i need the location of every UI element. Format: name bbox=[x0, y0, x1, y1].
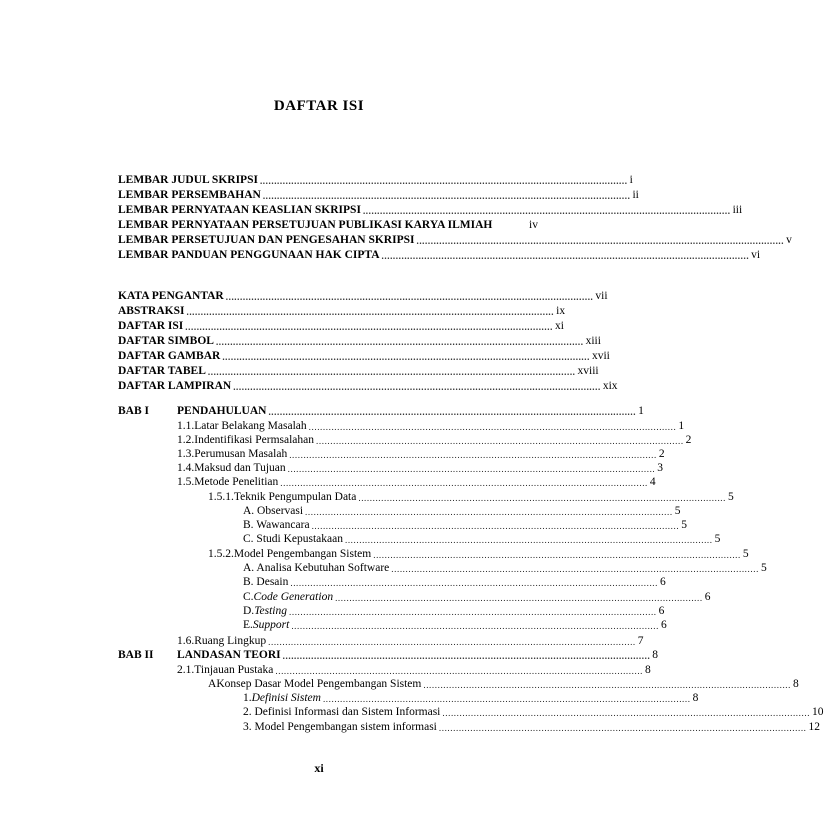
toc-entry-label: LEMBAR PERNYATAAN KEASLIAN SKRIPSI bbox=[118, 204, 361, 216]
chapter-title: LANDASAN TEORI bbox=[177, 649, 281, 661]
toc-entry-label: Teknik Pengumpulan Data bbox=[233, 491, 357, 503]
toc-entry bbox=[243, 561, 767, 575]
section-number: A bbox=[208, 678, 217, 690]
toc-entry bbox=[208, 547, 749, 561]
toc-entry bbox=[118, 319, 564, 333]
toc-entry-page: xvii bbox=[591, 350, 610, 362]
toc-entry-label: 3. Model Pengembangan sistem informasi bbox=[243, 721, 437, 733]
toc-entry bbox=[177, 663, 651, 677]
toc-entry bbox=[177, 634, 644, 648]
toc-entry-label: DAFTAR TABEL bbox=[118, 365, 206, 377]
toc-leader: ................................................................................................................................. bbox=[423, 680, 792, 690]
toc-entry-page: vi bbox=[751, 249, 761, 261]
toc-entry-page: 8 bbox=[645, 664, 651, 676]
toc-leader: ................................................................................................................................. bbox=[316, 436, 684, 446]
toc-entry-page: 3 bbox=[657, 462, 664, 474]
toc-entry bbox=[118, 334, 601, 348]
toc-entry-label: Maksud dan Tujuan bbox=[194, 462, 286, 474]
toc-entry-prefix: E. bbox=[243, 619, 253, 631]
toc-entry-page: 7 bbox=[637, 635, 644, 647]
toc-entry-label: KATA PENGANTAR bbox=[118, 290, 224, 302]
toc-entry-page: 6 bbox=[660, 576, 666, 588]
toc-entry-page: 5 bbox=[674, 505, 681, 517]
toc-leader: ................................................................................................................................. bbox=[222, 352, 590, 362]
toc-entry-page: ix bbox=[556, 305, 566, 317]
toc-leader: ................................................................................................................................. bbox=[215, 337, 584, 347]
toc-entry bbox=[118, 203, 743, 217]
toc-entry-page: 6 bbox=[704, 591, 711, 603]
section-number: 1.5. bbox=[177, 476, 195, 488]
section-number: 1.5.2. bbox=[208, 548, 234, 560]
toc-entry-page: iv bbox=[529, 219, 538, 231]
toc-entry-page: xiii bbox=[585, 335, 601, 347]
section-number: 2.1. bbox=[177, 664, 195, 676]
toc-entry bbox=[118, 379, 618, 393]
toc-entry bbox=[177, 461, 664, 475]
toc-entry-label: LEMBAR JUDUL SKRIPSI bbox=[118, 174, 258, 186]
toc-entry-label: ABSTRAKSI bbox=[118, 305, 185, 317]
toc-leader: ................................................................................................................................. bbox=[305, 507, 673, 517]
toc-leader: ................................................................................................................................. bbox=[207, 367, 576, 377]
chapter-title-row bbox=[177, 404, 644, 418]
toc-entry-page: 1 bbox=[678, 420, 685, 432]
toc-entry-label: LEMBAR PANDUAN PENGGUNAAN HAK CIPTA bbox=[118, 249, 380, 261]
toc-entry-page: 2 bbox=[658, 448, 665, 460]
section-number: 1.4. bbox=[177, 462, 195, 474]
section-number: 1.6. bbox=[177, 635, 195, 647]
toc-entry-label: DAFTAR GAMBAR bbox=[118, 350, 221, 362]
toc-entry-page: 8 bbox=[652, 649, 659, 661]
section-number: 1.3. bbox=[177, 448, 195, 460]
toc-entry-label: Support bbox=[252, 619, 290, 631]
toc-entry bbox=[118, 304, 566, 318]
toc-entry bbox=[208, 490, 734, 504]
toc-leader: ................................................................................................................................. bbox=[268, 407, 637, 417]
toc-leader: ................................................................................................................................. bbox=[358, 493, 727, 503]
toc-leader: ................................................................................................................................. bbox=[259, 176, 628, 186]
chapter-title-row bbox=[177, 648, 659, 662]
toc-leader: ................................................................................................................................. bbox=[335, 593, 703, 603]
toc-entry-page: i bbox=[629, 174, 633, 186]
section-number: 1.5.1. bbox=[208, 491, 234, 503]
toc-entry-label: Definisi Sistem bbox=[251, 692, 321, 704]
toc-leader: ................................................................................................................................. bbox=[308, 422, 677, 432]
toc-entry-page: 8 bbox=[692, 692, 699, 704]
toc-entry bbox=[243, 504, 681, 518]
toc-entry-page: 1 bbox=[638, 405, 644, 417]
toc-entry bbox=[243, 691, 699, 705]
toc-entry bbox=[208, 677, 799, 691]
toc-entry-label: Tinjauan Pustaka bbox=[194, 664, 274, 676]
toc-entry-prefix: 1. bbox=[243, 692, 252, 704]
toc-entry-prefix: C. bbox=[243, 591, 254, 603]
toc-entry-page: 8 bbox=[793, 678, 799, 690]
section-number: 1.2. bbox=[177, 434, 195, 446]
toc-entry-page: v bbox=[786, 234, 792, 246]
toc-entry-page: 10 bbox=[812, 706, 824, 718]
toc-entry-page: 6 bbox=[658, 605, 665, 617]
toc-entry-page: 5 bbox=[728, 491, 734, 503]
toc-entry bbox=[243, 575, 666, 589]
toc-entry-label: Perumusan Masalah bbox=[194, 448, 288, 460]
toc-leader: ................................................................................................................................. bbox=[416, 236, 785, 246]
toc-entry-label: Model Pengembangan Sistem bbox=[233, 548, 372, 560]
toc-entry bbox=[243, 705, 824, 719]
toc-entry bbox=[118, 248, 761, 262]
toc-leader: ................................................................................................................................. bbox=[225, 292, 594, 302]
toc-entry-page: 4 bbox=[649, 476, 656, 488]
toc-leader: ................................................................................................................................. bbox=[268, 637, 636, 647]
toc-entry bbox=[177, 447, 665, 461]
toc-leader: ................................................................................................................................. bbox=[322, 694, 691, 704]
chapter-number: BAB I bbox=[118, 405, 149, 417]
toc-entry bbox=[243, 532, 721, 546]
toc-entry bbox=[118, 349, 610, 363]
toc-entry-label: Testing bbox=[254, 605, 287, 617]
toc-entry bbox=[118, 173, 633, 187]
toc-entry-label: Konsep Dasar Model Pengembangan Sistem bbox=[216, 678, 422, 690]
toc-entry bbox=[243, 518, 687, 532]
toc-entry-label: LEMBAR PERSETUJUAN DAN PENGESAHAN SKRIPSI bbox=[118, 234, 415, 246]
toc-leader: ................................................................................................................................. bbox=[438, 723, 807, 733]
toc-leader: ................................................................................................................................. bbox=[373, 550, 741, 560]
toc-entry bbox=[243, 604, 665, 618]
toc-leader: ................................................................................................................................. bbox=[262, 191, 631, 201]
toc-entry-page: xi bbox=[554, 320, 564, 332]
toc-entry-label: DAFTAR SIMBOL bbox=[118, 335, 214, 347]
toc-entry-page: 5 bbox=[714, 533, 721, 545]
toc-entry bbox=[118, 233, 792, 247]
toc-leader: ................................................................................................................................. bbox=[287, 464, 656, 474]
toc-entry bbox=[118, 289, 608, 303]
toc-entry-page: xviii bbox=[577, 365, 599, 377]
toc-entry-prefix: D. bbox=[243, 605, 255, 617]
toc-entry-label: Latar Belakang Masalah bbox=[194, 420, 307, 432]
toc-leader: ................................................................................................................................. bbox=[289, 450, 657, 460]
toc-entry-label: 2. Definisi Informasi dan Sistem Informasi bbox=[243, 706, 441, 718]
toc-leader: ................................................................................................................................. bbox=[391, 564, 759, 574]
chapter-title: PENDAHULUAN bbox=[177, 405, 267, 417]
toc-entry-page: 5 bbox=[742, 548, 749, 560]
toc-leader: ................................................................................................................................. bbox=[311, 521, 680, 531]
toc-leader: ................................................................................................................................. bbox=[233, 382, 601, 392]
toc-entry-page: 6 bbox=[660, 619, 667, 631]
toc-entry-label: DAFTAR ISI bbox=[118, 320, 184, 332]
toc-entry-label: B. Wawancara bbox=[243, 519, 310, 531]
toc-entry-label: Code Generation bbox=[253, 591, 334, 603]
toc-entry-page: ii bbox=[632, 189, 639, 201]
toc-entry bbox=[177, 475, 656, 489]
toc-leader: ................................................................................................................................. bbox=[282, 651, 651, 661]
toc-entry bbox=[177, 419, 685, 433]
toc-entry bbox=[177, 433, 692, 447]
toc-leader: ................................................................................................................................. bbox=[275, 666, 644, 676]
toc-leader: ................................................................................................................................. bbox=[442, 708, 811, 718]
toc-entry-label: A. Analisa Kebutuhan Software bbox=[243, 562, 390, 574]
toc-entry-page: vii bbox=[595, 290, 608, 302]
toc-entry-page: 5 bbox=[681, 519, 687, 531]
toc-entry-page: iii bbox=[732, 204, 743, 216]
toc-entry-page: xix bbox=[602, 380, 618, 392]
toc-leader: ................................................................................................................................. bbox=[185, 322, 553, 332]
toc-entry-page: 12 bbox=[808, 721, 821, 733]
section-number: 1.1. bbox=[177, 420, 195, 432]
toc-entry-label: LEMBAR PERNYATAAN PERSETUJUAN PUBLIKASI KARYA ILMIAH bbox=[118, 219, 493, 231]
toc-entry bbox=[243, 590, 711, 604]
toc-entry-page: 5 bbox=[760, 562, 767, 574]
toc-entry bbox=[118, 218, 558, 232]
toc-leader: ................................................................................................................................. bbox=[381, 251, 750, 261]
toc-leader: ................................................................................................................................. bbox=[186, 307, 555, 317]
toc-leader: ................................................................................................................................. bbox=[280, 478, 648, 488]
toc-entry-label: DAFTAR LAMPIRAN bbox=[118, 380, 232, 392]
toc-entry-label: B. Desain bbox=[243, 576, 289, 588]
toc-leader: ................................................................................................................................. bbox=[362, 206, 731, 216]
toc-leader: ................................................................................................................................. bbox=[290, 578, 659, 588]
toc-entry-label: C. Studi Kepustakaan bbox=[243, 533, 343, 545]
toc-entry bbox=[243, 720, 821, 734]
toc-leader: ................................................................................................................................. bbox=[344, 535, 713, 545]
page-title: DAFTAR ISI bbox=[273, 98, 365, 114]
toc-entry-label: LEMBAR PERSEMBAHAN bbox=[118, 189, 261, 201]
toc-entry-label: Indentifikasi Permsalahan bbox=[194, 434, 315, 446]
toc-entry-label: Ruang Lingkup bbox=[194, 635, 267, 647]
toc-leader: ................................................................................................................................. bbox=[289, 607, 657, 617]
toc-entry-label: Metode Penelitian bbox=[194, 476, 279, 488]
toc-entry bbox=[118, 188, 639, 202]
toc-entry bbox=[118, 364, 599, 378]
chapter-number: BAB II bbox=[118, 649, 154, 661]
toc-leader: ................................................................................................................................. bbox=[291, 621, 659, 631]
toc-entry-page: 2 bbox=[685, 434, 692, 446]
page-number: xi bbox=[314, 761, 324, 775]
toc-entry-label: A. Observasi bbox=[243, 505, 304, 517]
toc-entry bbox=[243, 618, 667, 632]
